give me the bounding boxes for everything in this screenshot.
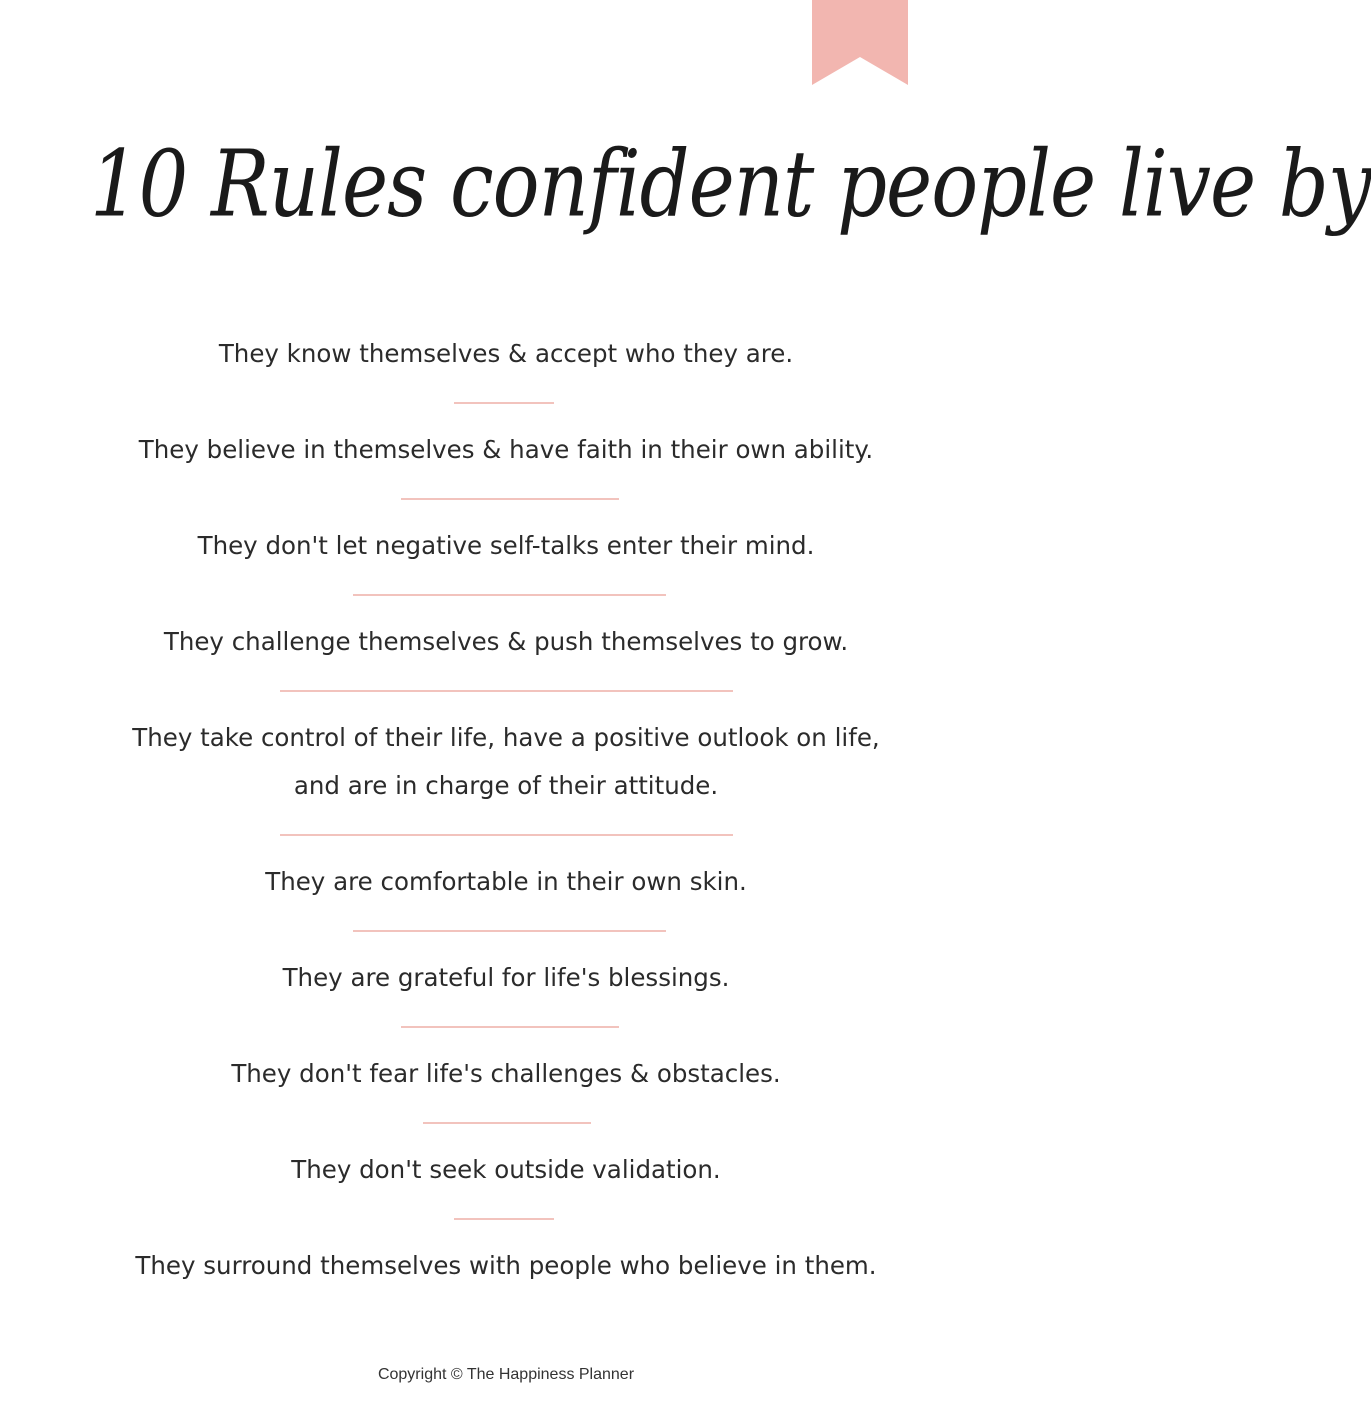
divider [280,834,733,836]
rule-item: They know themselves & accept who they are. [218,339,794,368]
divider [280,690,733,692]
bookmark-ribbon [812,0,908,85]
rule-item: They don't seek outside validation. [291,1155,721,1184]
rule-item: They surround themselves with people who believe in them. [135,1251,877,1280]
rules-list [0,330,1012,1290]
rule-item: They believe in themselves & have faith in their own ability. [138,435,874,464]
divider [423,1122,591,1124]
divider [454,1218,554,1220]
rule-item [0,714,1012,810]
rule-line: and are in charge of their attitude. [293,771,719,800]
rule-line: They take control of their life, have a positive outlook on life, [132,723,880,752]
page-title: 10 Rules confident people live by [90,131,1371,239]
rule-item: They challenge themselves & push themselves to grow. [163,627,849,656]
divider [401,1026,619,1028]
divider [353,930,666,932]
rule-item: They are comfortable in their own skin. [265,867,747,896]
divider [401,498,619,500]
rule-item: They don't let negative self-talks enter their mind. [197,531,815,560]
copyright-footer: Copyright © The Happiness Planner [377,1366,635,1383]
rule-item: They are grateful for life's blessings. [282,963,730,992]
divider [353,594,666,596]
rule-item: They don't fear life's challenges & obstacles. [231,1059,781,1088]
divider [454,402,554,404]
